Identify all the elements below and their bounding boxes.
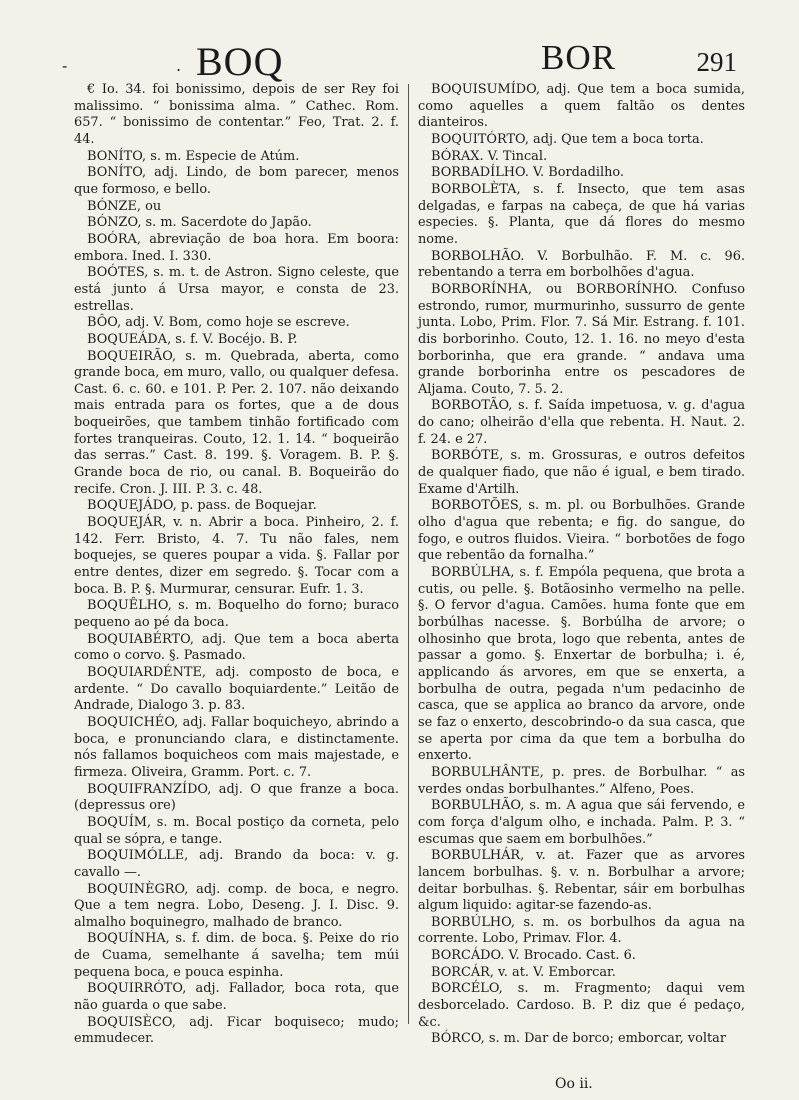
dictionary-entry: BÔO, adj. V. Bom, como hoje se escreve. xyxy=(87,315,350,331)
dictionary-entry: BONÍTO, s. m. Especie de Atúm. xyxy=(87,148,300,164)
dictionary-entry: BOQUISÈCO, adj. Ficar boquiseco; mudo; emmudecer. xyxy=(74,1014,399,1047)
dictionary-entry: BONÍTO, adj. Lindo, de bom parecer, menos que formoso, e bello. xyxy=(74,165,399,197)
dictionary-entry: BORBÚLHA, s. f. Empóla pequena, que brota a cutis, ou pelle. §. Botãosinho vermelho na pelle. §. O fervor d'agua. Camões. huma fonte que em borbúlhas nacesse. §. Borbúlha de arvore; o olhosinho que brota, logo que rebenta, antes de passar a gomo. §. Enxertar de borbulha; i. é, applicando ás arvores, em que se enxerta, a borbulha de outra, pegada n'um pedacinho de casca, que se applica ao branco da arvore, onde se faz o enxerto, descobrindo-o da sua casca, que se aperta por cima da que tem a borbulha do enxerto. xyxy=(418,565,745,764)
dictionary-entry: BOQUÊLHO, s. m. Boquelho do forno; buraco pequeno ao pé da boca. xyxy=(74,598,399,630)
dictionary-entry: BOQUICHÉO, adj. Fallar boquicheyo, abrindo a boca, e pronunciando clara, e distinctamente. nós fallamos boquicheos com mais majestade, e firmeza. Oliveira, Gramm. Port. c. 7. xyxy=(74,714,399,780)
dictionary-entry: BORBOLHÃO. V. Borbulhão. F. M. c. 96. rebentando a terra em borbolhões d'agua. xyxy=(418,248,745,281)
dictionary-entry: BORBULHÁR, v. at. Fazer que as arvores lancem borbulhas. §. v. n. Borbulhar a arvore; deitar borbulhas. §. Rebentar, sáir em borbulhas algum liquido: agitar-se fazendo-as. xyxy=(418,848,745,914)
page-number: 291 xyxy=(696,47,737,77)
dictionary-entry: BORBORÍNHA, ou BORBORÍNHO. Confuso estrondo, rumor, murmurinho, sussurro de gente junta. Lobo, Prim. Flor. 7. Sá Mir. Estrang. f. 101. dis borborinho. Couto, 12. 1. 16. no meyo d'esta borborinha, que era grande. “ andava uma grande borborinha entre os pescadores de Aljama. Couto, 7. 5. 2. xyxy=(418,281,745,397)
dictionary-entry: BORBOLÈTA, s. f. Insecto, que tem asas delgadas, e farpas na cabeça, de que há varias especies. §. Planta, que dá flores do mesmo nome. xyxy=(418,181,745,247)
dictionary-entry: BOQUEIRÃO, s. m. Quebrada, aberta, como grande boca, em muro, vallo, ou qualquer defesa. Cast. 6. c. 60. e 101. P. Per. 2. 107. não deixando mais entrada para os fortes, que a de dous boqueirões, que tambem tinhão fortificado com fortes tranqueiras. Couto, 12. 1. 14. “ boqueirão das serras.” Cast. 8. 199. §. Voragem. B. P. §. Grande boca de rio, ou canal. B. Boqueirão do recife. Cron. J. III. P. 3. c. 48. xyxy=(74,348,399,497)
dictionary-entry: BOQUEJÁDO, p. pass. de Boquejar. xyxy=(87,498,317,514)
dictionary-entry: BOQUIFRANZÍDO, adj. O que franze a boca. (depressus ore) xyxy=(74,781,399,814)
dictionary-entry: BOQUÍM, s. m. Bocal postiço da corneta, pelo qual se sópra, e tange. xyxy=(74,814,399,847)
dictionary-entry: BOÓRA, abreviação de boa hora. Em boora: embora. Ined. I. 330. xyxy=(74,231,399,264)
dictionary-entry: BÓRCO, s. m. Dar de borco; emborcar, voltar xyxy=(431,1031,727,1047)
dictionary-entry: BÓNZE, ou xyxy=(87,198,162,214)
dictionary-entry: BOQUISUMÍDO, adj. Que tem a boca sumida, como aquelles a quem faltão os dentes dianteiros. xyxy=(418,82,745,131)
dictionary-entry: € Io. 34. foi bonissimo, depois de ser Rey foi malissimo. “ bonissima alma. ” Cathec. Rom. 657. “ bonissimo de contentar.” Feo, Trat. 2. f. 44. xyxy=(74,82,399,147)
dictionary-entry: BOQUINÈGRO, adj. comp. de boca, e negro. Que a tem negra. Lobo, Deseng. J. I. Disc. 9. almalho boquinegro, malhado de branco. xyxy=(74,881,399,930)
signature-mark: Oo ii. xyxy=(555,1076,593,1092)
dictionary-entry: BORBULHÃO, s. m. A agua que sái fervendo, e com força d'algum olho, e inchada. Palm. P. 3. “ escumas que saem em borbulhões.” xyxy=(418,798,745,847)
dictionary-entry: BOQUIMÓLLE, adj. Brando da boca: v. g. cavallo —. xyxy=(74,848,399,880)
dictionary-entry: BOQUEJÁR, v. n. Abrir a boca. Pinheiro, 2. f. 142. Ferr. Bristo, 4. 7. Tu não fales, nem boquejes, se queres poupar a vida. §. Fallar por entre dentes, dizer em segredo. §. Tocar com a boca. B. P. §. Murmurar, censurar. Eufr. 1. 3. xyxy=(74,515,399,597)
margin-mark: - xyxy=(62,56,68,75)
dictionary-entry: BORCÁR, v. at. V. Emborcar. xyxy=(431,964,616,980)
left-column xyxy=(74,82,399,1048)
running-head-right: BOR xyxy=(541,38,616,77)
dictionary-entry: BÓRAX. V. Tincal. xyxy=(431,148,548,164)
dictionary-entry: BORBOTÃO, s. f. Saída impetuosa, v. g. d'agua do cano; olheirão d'ella que rebenta. H. Naut. 2. f. 24. e 27. xyxy=(418,398,745,447)
margin-mark: . xyxy=(176,56,182,75)
dictionary-entry: BORBÚLHO, s. m. os borbulhos da agua na corrente. Lobo, Primav. Flor. 4. xyxy=(418,914,745,947)
dictionary-entry: BORCÁDO. V. Brocado. Cast. 6. xyxy=(431,948,636,964)
dictionary-entry: BOQUÍNHA, s. f. dim. de boca. §. Peixe do rio de Cuama, semelhante á savelha; tem múi pequena boca, e pouca espinha. xyxy=(74,931,399,980)
dictionary-entry: BORBADÍLHO. V. Bordadilho. xyxy=(431,165,625,181)
dictionary-entry: BÓNZO, s. m. Sacerdote do Japão. xyxy=(87,215,312,231)
dictionary-entry: BOQUIRRÓTO, adj. Fallador, boca rota, que não guarda o que sabe. xyxy=(74,981,399,1014)
dictionary-entry: BORBULHÂNTE, p. pres. de Borbulhar. “ as verdes ondas borbulhantes.” Alfeno, Poes. xyxy=(418,764,745,797)
dictionary-entry: BOQUEÁDA, s. f. V. Bocéjo. B. P. xyxy=(87,331,298,347)
dictionary-entry: BOÓTES, s. m. t. de Astron. Signo celeste, que está junto á Ursa mayor, e consta de 23. estrellas. xyxy=(74,265,399,314)
dictionary-entry: BOQUITÓRTO, adj. Que tem a boca torta. xyxy=(431,131,704,147)
dictionary-entry: BOQUIARDÉNTE, adj. composto de boca, e ardente. “ Do cavallo boquiardente.” Leitão de Andrade, Dialogo 3. p. 83. xyxy=(74,664,399,714)
dictionary-entry: BORBOTÕES, s. m. pl. ou Borbulhões. Grande olho d'agua que rebenta; e fig. do sangue, do fogo, e outros fluidos. Vieira. “ borbotões de fogo que rebentão da fornalha.” xyxy=(418,498,745,564)
right-column xyxy=(418,82,745,1048)
running-head-left: BOQ xyxy=(196,39,284,84)
dictionary-entry: BOQUIABÉRTO, adj. Que tem a boca aberta como o corvo. §. Pasmado. xyxy=(74,631,399,664)
dictionary-entry: BORCÉLO, s. m. Fragmento; daqui vem desborcelado. Cardoso. B. P. diz que é pedaço, &c. xyxy=(418,981,745,1030)
column-divider xyxy=(408,84,409,1024)
dictionary-entry: BORBÓTE, s. m. Grossuras, e outros defeitos de qualquer fiado, que não é igual, e bem tirado. Exame d'Artilh. xyxy=(418,448,745,497)
